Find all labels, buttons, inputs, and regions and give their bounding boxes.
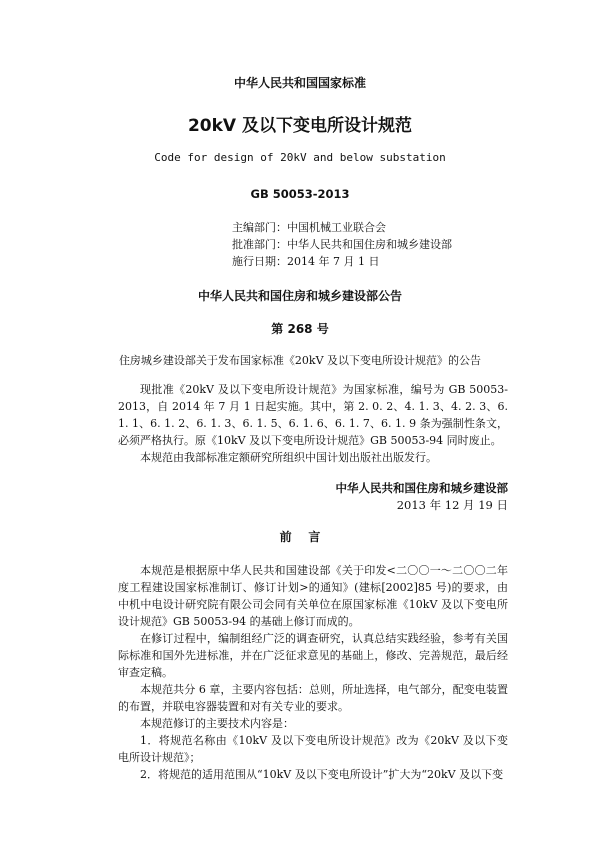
english-title: Code for design of 20kV and below substation: [154, 151, 446, 164]
effective-date: 施行日期：2014 年 7 月 1 日: [232, 255, 380, 268]
approval-department: 批准部门：中华人民共和国住房和城乡建设部: [232, 238, 452, 251]
announcement-date: 2013 年 12 月 19 日: [396, 498, 508, 512]
announcement-number: 第 268 号: [271, 322, 329, 336]
preface-list-item: 1．将规范名称由《10kV 及以下变电所设计规范》改为《20kV 及以下变电所设计规范》；: [118, 734, 508, 764]
announcement-heading: 中华人民共和国住房和城乡建设部公告: [197, 289, 402, 303]
standard-code: GB 50053-2013: [250, 187, 350, 201]
preface-paragraph: 本规范是根据原中华人民共和国建设部《关于印发<二〇〇一～二〇〇二年度工程建设国家标准制订、修订计划>的通知》(建标[2002]85 号)的要求，由中机中电设计研究院有限公司会同有关单位在原国家标准《10kV 及以下变电所设计规范》GB 50053-94 的基础上修订而成的。: [118, 564, 508, 628]
document-title: 20kV 及以下变电所设计规范: [187, 116, 413, 136]
preface-list-item: 2．将规范的适用范围从“10kV 及以下变电所设计”扩大为“20kV 及以下变: [140, 768, 504, 781]
announcement-paragraph: 本规范由我部标准定额研究所组织中国计划出版社出版发行。: [140, 451, 437, 464]
announcement-signer: 中华人民共和国住房和城乡建设部: [335, 481, 508, 495]
preface-paragraph: 本规范共分 6 章，主要内容包括：总则，所址选择，电气部分，配变电装置的布置，并联电容器装置和对有关专业的要求。: [118, 683, 508, 713]
announcement-subtitle: 住房城乡建设部关于发布国家标准《20kV 及以下变电所设计规范》的公告: [118, 354, 482, 367]
preface-paragraph: 本规范修订的主要技术内容是：: [140, 717, 294, 730]
preface-paragraph: 在修订过程中，编制组经广泛的调查研究，认真总结实践经验，参考有关国际标准和国外先进标准，并在广泛征求意见的基础上，修改、完善规范，最后经审查定稿。: [118, 632, 508, 679]
editor-department: 主编部门：中国机械工业联合会: [232, 221, 386, 234]
national-standard-label: 中华人民共和国国家标准: [233, 76, 366, 90]
announcement-paragraph: 现批准《20kV 及以下变电所设计规范》为国家标准，编号为 GB 50053-2013，自 2014 年 7 月 1 日起实施。其中，第 2. 0. 2、4. 1. 3、4. 2. 3、6. 1. 1、6. 1. 2、6. 1. 3、6. 1. 5、6. 1. 6、6. 1. 7、6. 1. 9 条为强制性条文，必须严格执行。原《10kV 及以下变电所设计规范》GB 50053-94 同时废止。: [118, 383, 508, 447]
preface-heading: 前 言: [279, 530, 321, 544]
